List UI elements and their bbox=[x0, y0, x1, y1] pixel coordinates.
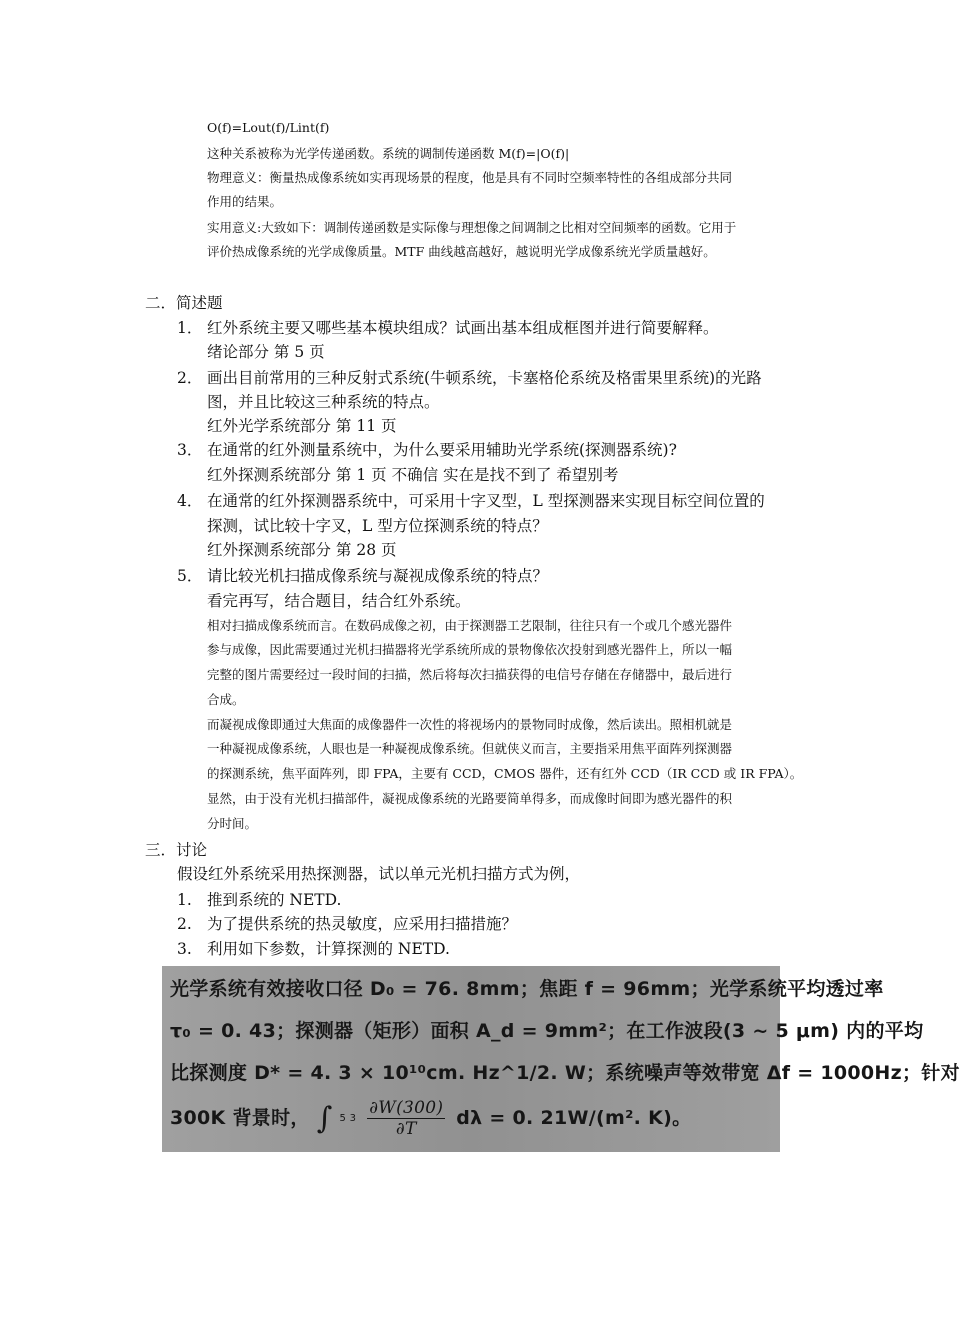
practical-meaning-line-2: 评价热成像系统的光学成像质量。MTF 曲线越高越好，越说明光学成像系统光学质量越好。 bbox=[207, 244, 716, 259]
physical-meaning-line-1: 物理意义：衡量热成像系统如实再现场景的程度，他是具有不同时空频率特性的各组成部分共同 bbox=[207, 170, 733, 185]
question-number: 1． bbox=[177, 319, 203, 337]
item-text: 推到系统的 NETD. bbox=[207, 891, 342, 909]
otf-definition: 这种关系被称为光学传递函数。系统的调制传递函数 M(f)=|O(f)| bbox=[207, 146, 570, 161]
partial-derivative-fraction bbox=[367, 1098, 445, 1139]
answer-paragraph-1-line-1: 相对扫描成像系统而言。在数码成像之初，由于探测器工艺限制，往往只有一个或几个感光器件 bbox=[207, 618, 733, 633]
integral-sign: ∫ bbox=[316, 1101, 333, 1136]
question-4-reference: 红外探测系统部分 第 28 页 bbox=[207, 541, 397, 559]
answer-paragraph-1-line-2: 参与成像，因此需要通过光机扫描器将光学系统所成的景物像依次投射到感光器件上，所以一幅 bbox=[207, 642, 733, 657]
question-3-reference: 红外探测系统部分 第 1 页 不确信 实在是找不到了 希望别考 bbox=[207, 466, 619, 484]
answer-paragraph-1-line-3: 完整的图片需要经过一段时间的扫描，然后将每次扫描获得的电信号存储在存储器中，最后进行 bbox=[207, 667, 733, 682]
discussion-item-3 bbox=[177, 937, 450, 961]
scan-line-4-prefix: 300K 背景时， bbox=[170, 1107, 310, 1129]
question-4 bbox=[177, 489, 765, 513]
otf-formula: O(f)=Lout(f)/Lint(f) bbox=[207, 120, 330, 135]
question-2-text-cont: 图，并且比较这三种系统的特点。 bbox=[207, 393, 440, 411]
scanned-parameters-image bbox=[162, 966, 960, 1152]
question-number: 2． bbox=[177, 369, 203, 387]
question-text: 画出目前常用的三种反射式系统(牛顿系统，卡塞格伦系统及格雷果里系统)的光路 bbox=[207, 369, 762, 387]
question-1-reference: 绪论部分 第 5 页 bbox=[207, 343, 325, 361]
practical-meaning-line-1: 实用意义:大致如下：调制传递函数是实际像与理想像之间调制之比相对空间频率的函数。它用于 bbox=[207, 220, 737, 235]
answer-paragraph-2-line-3: 的探测系统，焦平面阵列，即 FPA，主要有 CCD，CMOS 器件，还有红外 CCD（IR CCD 或 IR FPA）。 bbox=[207, 766, 803, 781]
item-text: 为了提供系统的热灵敏度，应采用扫描措施？ bbox=[207, 915, 518, 933]
discussion-item-1 bbox=[177, 888, 341, 912]
question-5 bbox=[177, 564, 548, 588]
item-number: 1. bbox=[177, 891, 192, 909]
question-text: 红外系统主要又哪些基本模块组成？试画出基本组成框图并进行简要解释。 bbox=[207, 319, 719, 337]
answer-paragraph-2-line-5: 分时间。 bbox=[207, 816, 258, 831]
section-heading-discussion: 三．讨论 bbox=[145, 841, 208, 859]
discussion-item-2 bbox=[177, 912, 517, 936]
scan-line-2: τ₀ = 0. 43；探测器（矩形）面积 A_d = 9mm²；在工作波段(3 ~ 5 μm) 内的平均 bbox=[170, 1020, 924, 1042]
question-text: 请比较光机扫描成像系统与凝视成像系统的特点？ bbox=[207, 567, 549, 585]
discussion-intro: 假设红外系统采用热探测器，试以单元光机扫描方式为例， bbox=[177, 865, 581, 883]
question-number: 3． bbox=[177, 441, 203, 459]
answer-paragraph-1-line-4: 合成。 bbox=[207, 692, 245, 707]
fraction-numerator: ∂W(300) bbox=[369, 1098, 444, 1118]
question-text: 在通常的红外测量系统中，为什么要采用辅助光学系统(探测器系统)? bbox=[207, 441, 677, 459]
integral-limits: 5 3 bbox=[339, 1113, 357, 1124]
question-number: 5． bbox=[177, 567, 203, 585]
question-3 bbox=[177, 438, 677, 462]
item-number: 3. bbox=[177, 940, 192, 958]
question-text: 在通常的红外探测器系统中，可采用十字叉型，L 型探测器来实现目标空间位置的 bbox=[207, 492, 765, 510]
question-number: 4． bbox=[177, 492, 203, 510]
question-4-text-cont: 探测，试比较十字叉，L 型方位探测系统的特点？ bbox=[207, 517, 548, 535]
fraction-denominator: ∂T bbox=[395, 1119, 417, 1139]
item-number: 2. bbox=[177, 915, 192, 933]
question-5-note: 看完再写，结合题目，结合红外系统。 bbox=[207, 592, 471, 610]
answer-paragraph-2-line-2: 一种凝视成像系统，人眼也是一种凝视成像系统。但就侠义而言，主要指采用焦平面阵列探测器 bbox=[207, 741, 733, 756]
answer-paragraph-2-line-4: 显然，由于没有光机扫描部件，凝视成像系统的光路要简单得多，而成像时间即为感光器件的积 bbox=[207, 791, 733, 806]
scan-line-1: 光学系统有效接收口径 D₀ = 76. 8mm；焦距 f = 96mm；光学系统平均透过率 bbox=[170, 978, 884, 1000]
question-1 bbox=[177, 316, 719, 340]
item-text: 利用如下参数，计算探测的 NETD. bbox=[207, 940, 450, 958]
physical-meaning-line-2: 作用的结果。 bbox=[207, 194, 283, 209]
scan-line-3: 比探测度 D* = 4. 3 × 10¹⁰cm. Hz^1/2. W；系统噪声等效带宽 Δf = 1000Hz；针对 bbox=[170, 1062, 960, 1084]
question-2-reference: 红外光学系统部分 第 11 页 bbox=[207, 417, 397, 435]
scan-line-4-suffix: dλ = 0. 21W/(m². K)。 bbox=[456, 1107, 692, 1129]
section-heading-short-answer: 二．简述题 bbox=[145, 294, 223, 312]
question-2 bbox=[177, 366, 762, 390]
scan-line-4 bbox=[170, 1098, 691, 1139]
answer-paragraph-2-line-1: 而凝视成像即通过大焦面的成像器件一次性的将视场内的景物同时成像，然后读出。照相机就是 bbox=[207, 717, 733, 732]
